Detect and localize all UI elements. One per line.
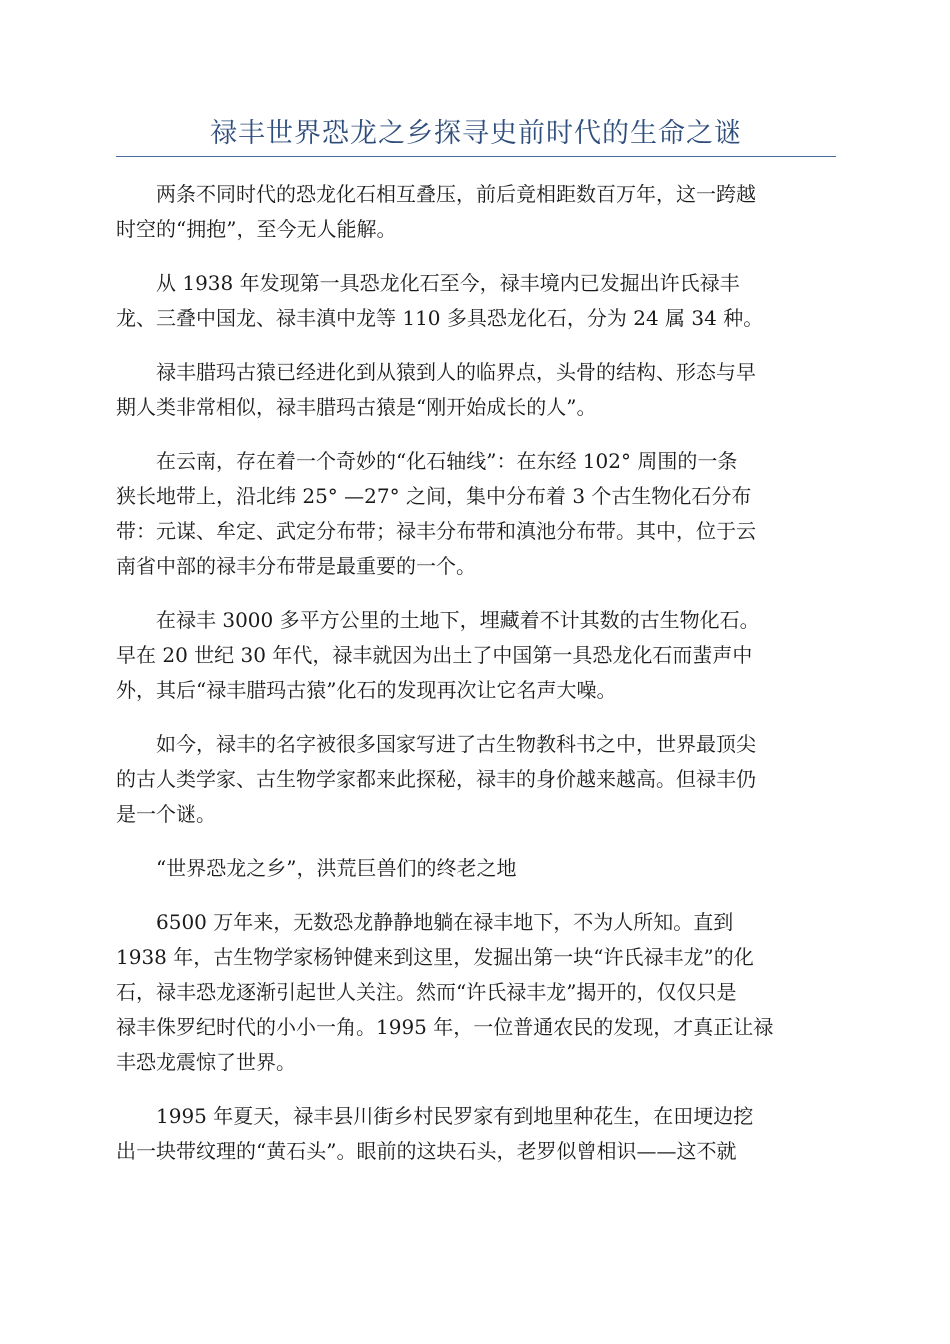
paragraph-7 <box>116 905 836 1080</box>
paragraph-1 <box>116 177 836 247</box>
paragraph-line: 外，其后“禄丰腊玛古猿”化石的发现再次让它名声大噪。 <box>116 678 617 702</box>
paragraph-3 <box>116 355 836 425</box>
paragraph-line: 石，禄丰恐龙逐渐引起世人关注。然而“许氏禄丰龙”揭开的，仅仅只是 <box>116 980 737 1004</box>
paragraph-line: 在云南，存在着一个奇妙的“化石轴线”：在东经 102° 周围的一条 <box>156 449 738 473</box>
paragraph-8 <box>116 1099 836 1169</box>
section-subheading <box>116 851 836 886</box>
paragraph-line: 南省中部的禄丰分布带是最重要的一个。 <box>116 554 476 578</box>
paragraph-5 <box>116 603 836 708</box>
subheading-line: “世界恐龙之乡”，洪荒巨兽们的终老之地 <box>156 856 517 880</box>
paragraph-line: 禄丰腊玛古猿已经进化到从猿到人的临界点，头骨的结构、形态与早 <box>156 360 756 384</box>
paragraph-line: 早在 20 世纪 30 年代，禄丰就因为出土了中国第一具恐龙化石而蜚声中 <box>116 643 753 667</box>
paragraph-line: 1938 年，古生物学家杨钟健来到这里，发掘出第一块“许氏禄丰龙”的化 <box>116 945 754 969</box>
paragraph-line: 带：元谋、牟定、武定分布带；禄丰分布带和滇池分布带。其中，位于云 <box>116 519 756 543</box>
paragraph-line: 从 1938 年发现第一具恐龙化石至今，禄丰境内已发掘出许氏禄丰 <box>156 271 740 295</box>
paragraph-line: 禄丰侏罗纪时代的小小一角。1995 年，一位普通农民的发现，才真正让禄 <box>116 1015 774 1039</box>
paragraph-line: 丰恐龙震惊了世界。 <box>116 1050 296 1074</box>
paragraph-line: 两条不同时代的恐龙化石相互叠压，前后竟相距数百万年，这一跨越 <box>156 182 756 206</box>
paragraph-line: 出一块带纹理的“黄石头”。眼前的这块石头，老罗似曾相识——这不就 <box>116 1139 737 1163</box>
paragraph-line: 时空的“拥抱”，至今无人能解。 <box>116 217 397 241</box>
paragraph-line: 1995 年夏天，禄丰县川街乡村民罗家有到地里种花生，在田埂边挖 <box>156 1104 754 1128</box>
paragraph-line: 6500 万年来，无数恐龙静静地躺在禄丰地下，不为人所知。直到 <box>156 910 734 934</box>
document-body <box>116 177 836 1188</box>
document-title: 禄丰世界恐龙之乡探寻史前时代的生命之谜 <box>210 118 742 149</box>
paragraph-2 <box>116 266 836 336</box>
paragraph-line: 是一个谜。 <box>116 802 216 826</box>
paragraph-line: 在禄丰 3000 多平方公里的土地下，埋藏着不计其数的古生物化石。 <box>156 608 760 632</box>
paragraph-line: 龙、三叠中国龙、禄丰滇中龙等 110 多具恐龙化石，分为 24 属 34 种。 <box>116 306 764 330</box>
paragraph-line: 如今，禄丰的名字被很多国家写进了古生物教科书之中，世界最顶尖 <box>156 732 756 756</box>
paragraph-line: 狭长地带上，沿北纬 25° —27° 之间，集中分布着 3 个古生物化石分布 <box>116 484 752 508</box>
paragraph-line: 期人类非常相似，禄丰腊玛古猿是“刚开始成长的人”。 <box>116 395 597 419</box>
paragraph-6 <box>116 727 836 832</box>
paragraph-4 <box>116 444 836 584</box>
paragraph-line: 的古人类学家、古生物学家都来此探秘，禄丰的身价越来越高。但禄丰仍 <box>116 767 756 791</box>
title-underline <box>116 156 836 157</box>
